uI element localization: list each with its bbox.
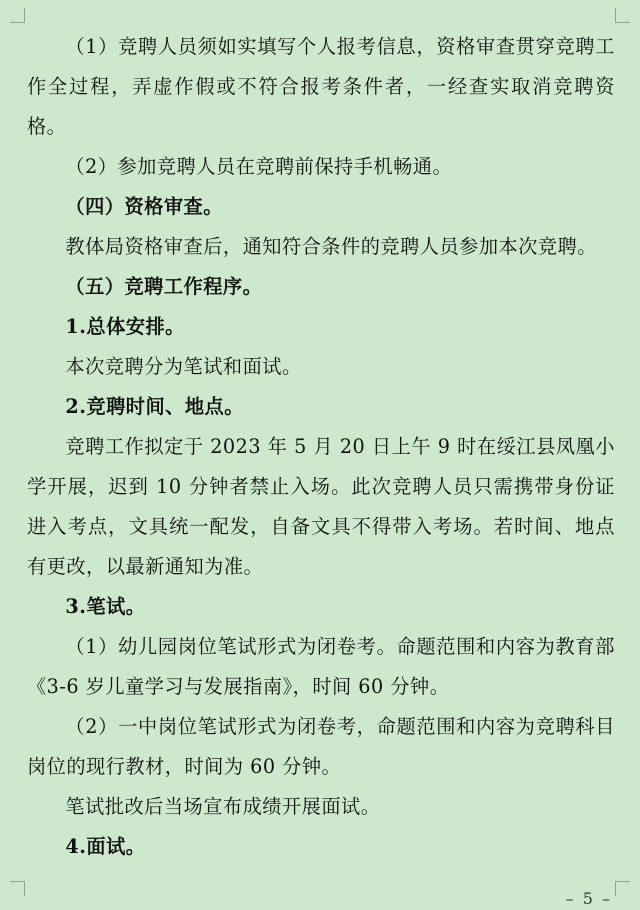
page-number: – 5 – bbox=[565, 889, 612, 908]
paragraph-1: （1）竞聘人员须如实填写个人报考信息，资格审查贯穿竞聘工作全过程，弄虚作假或不符合报考条件者，一经查实取消竞聘资格。 bbox=[27, 35, 615, 138]
paragraph-8: 笔试批改后当场宣布成绩开展面试。 bbox=[65, 795, 381, 818]
crop-mark-bottom-left bbox=[10, 881, 25, 896]
document-body bbox=[27, 27, 615, 867]
paragraph-6: （1）幼儿园岗位笔试形式为闭卷考。命题范围和内容为教育部《3-6 岁儿童学习与发展指南》，时间 60 分钟。 bbox=[27, 635, 615, 698]
section-heading-qualification-review: （四）资格审查。 bbox=[65, 195, 223, 218]
crop-mark-bottom-right bbox=[615, 881, 630, 896]
subheading-written-exam: 3.笔试。 bbox=[65, 595, 146, 618]
paragraph-3: 教体局资格审查后，通知符合条件的竞聘人员参加本次竞聘。 bbox=[65, 235, 597, 258]
paragraph-4: 本次竞聘分为笔试和面试。 bbox=[65, 355, 302, 378]
crop-mark-top-left bbox=[10, 8, 25, 23]
paragraph-2: （2）参加竞聘人员在竞聘前保持手机畅通。 bbox=[65, 155, 453, 178]
subheading-overall-arrangement: 1.总体安排。 bbox=[65, 315, 185, 338]
crop-mark-top-right bbox=[615, 8, 630, 23]
paragraph-7: （2）一中岗位笔试形式为闭卷考，命题范围和内容为竞聘科目岗位的现行教材，时间为 60 分钟。 bbox=[27, 715, 615, 778]
subheading-interview: 4.面试。 bbox=[65, 835, 146, 858]
subheading-time-location: 2.竞聘时间、地点。 bbox=[65, 395, 244, 418]
section-heading-procedure: （五）竞聘工作程序。 bbox=[65, 275, 263, 298]
paragraph-5: 竞聘工作拟定于 2023 年 5 月 20 日上午 9 时在绥江县凤凰小学开展，迟到 10 分钟者禁止入场。此次竞聘人员只需携带身份证进入考点，文具统一配发，自备文具不得带入考场。若时间、地点有更改，以最新通知为准。 bbox=[27, 435, 615, 578]
